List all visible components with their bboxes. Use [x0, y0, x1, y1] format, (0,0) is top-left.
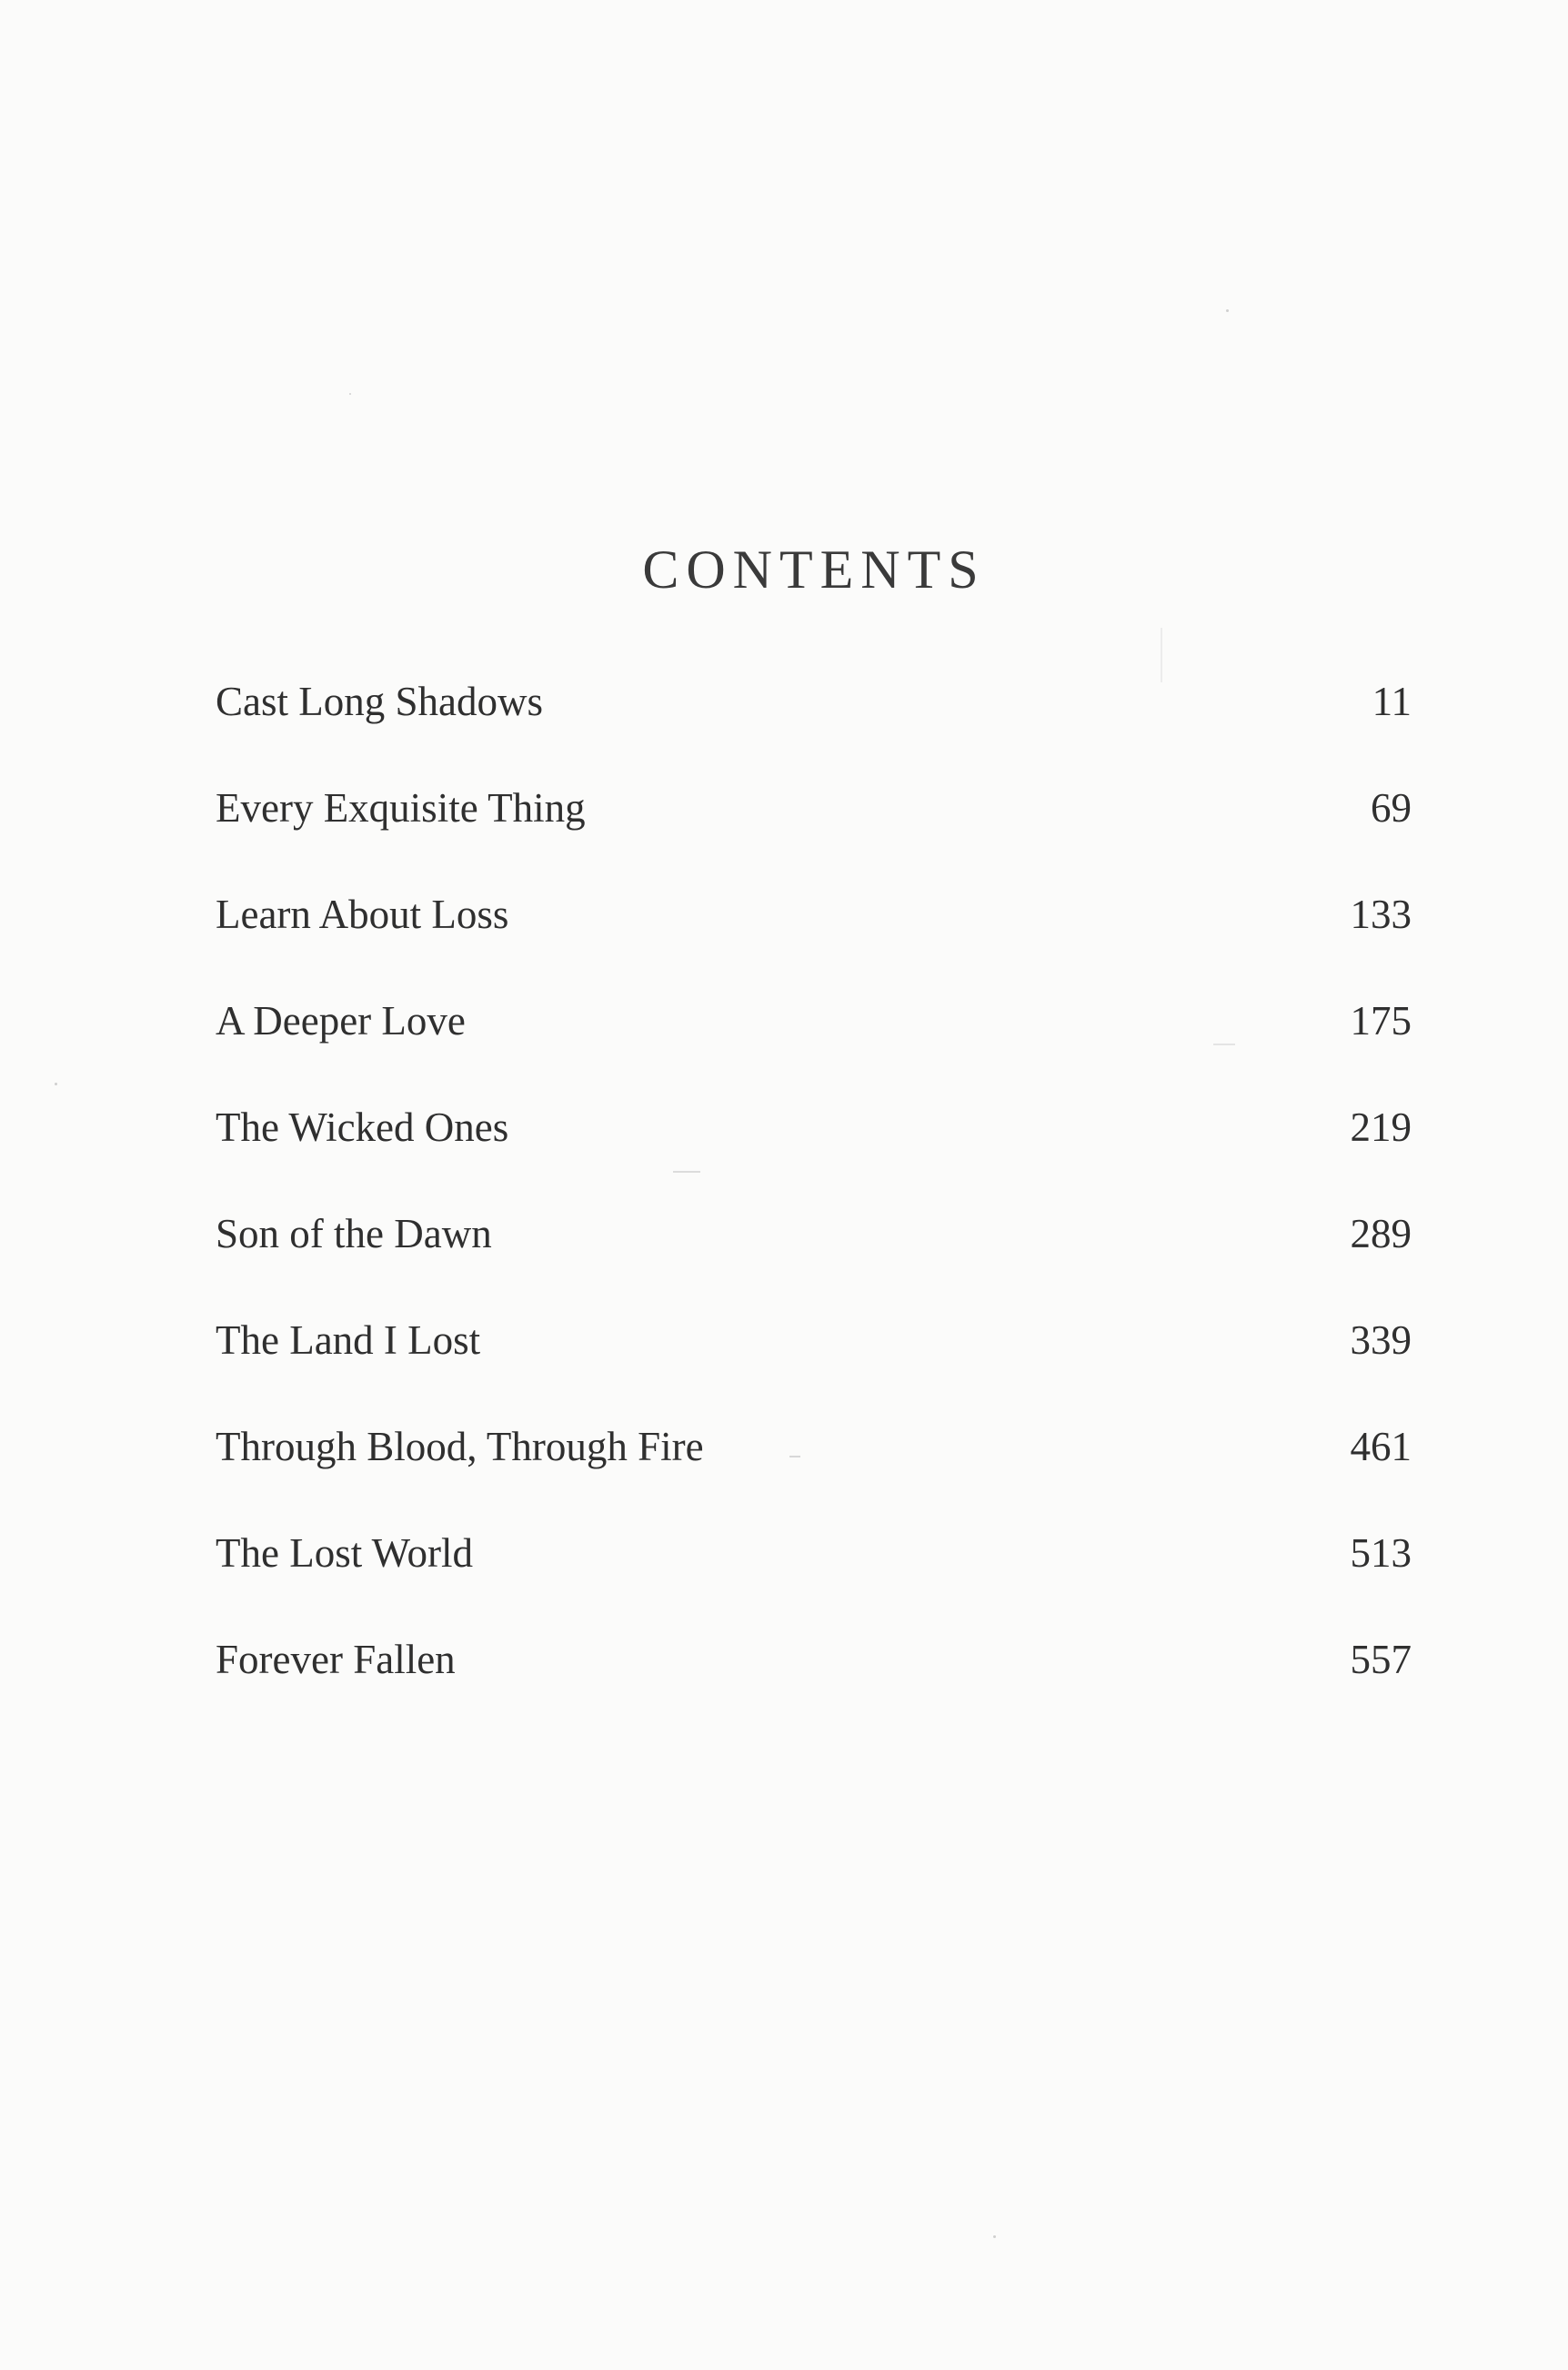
toc-entry-title: Through Blood, Through Fire	[216, 1424, 704, 1469]
contents-heading: CONTENTS	[642, 540, 986, 600]
toc-entry-page-number: 69	[1371, 785, 1412, 831]
toc-entry	[216, 1629, 1412, 1736]
toc-entry-page-number: 339	[1350, 1317, 1412, 1363]
toc-entry	[216, 884, 1412, 991]
toc-entry-title: The Wicked Ones	[216, 1104, 509, 1150]
toc-entry-page-number: 133	[1350, 892, 1412, 937]
scan-speck	[673, 1171, 700, 1173]
toc-entry-title: Forever Fallen	[216, 1637, 456, 1682]
scan-speck	[349, 393, 351, 395]
scan-speck	[993, 2235, 996, 2238]
toc-entry-title: Learn About Loss	[216, 892, 509, 937]
toc-entry	[216, 1204, 1412, 1310]
toc-entry	[216, 671, 1412, 778]
toc-entry-title: The Land I Lost	[216, 1317, 481, 1363]
scan-speck	[55, 1083, 57, 1085]
toc-entry-page-number: 461	[1350, 1424, 1412, 1469]
toc-entry-title: Every Exquisite Thing	[216, 785, 586, 831]
toc-entry-page-number: 11	[1372, 679, 1412, 724]
scan-speck	[1213, 1044, 1235, 1045]
toc-entry	[216, 778, 1412, 884]
toc-entry-title: Cast Long Shadows	[216, 679, 543, 724]
toc-entry-page-number: 175	[1350, 998, 1412, 1044]
scan-speck	[1226, 309, 1229, 312]
toc-entry	[216, 1097, 1412, 1204]
toc-entry-page-number: 557	[1350, 1637, 1412, 1682]
toc-entry	[216, 1310, 1412, 1417]
toc-entry-title: The Lost World	[216, 1530, 474, 1576]
toc-entry	[216, 1417, 1412, 1523]
toc-entry-page-number: 219	[1350, 1104, 1412, 1150]
table-of-contents	[216, 671, 1412, 1736]
toc-entry-page-number: 513	[1350, 1530, 1412, 1576]
scan-speck	[1161, 628, 1162, 682]
toc-entry-title: Son of the Dawn	[216, 1211, 492, 1256]
scan-speck	[789, 1456, 800, 1457]
toc-entry	[216, 1523, 1412, 1629]
toc-entry-title: A Deeper Love	[216, 998, 466, 1044]
toc-entry-page-number: 289	[1350, 1211, 1412, 1256]
